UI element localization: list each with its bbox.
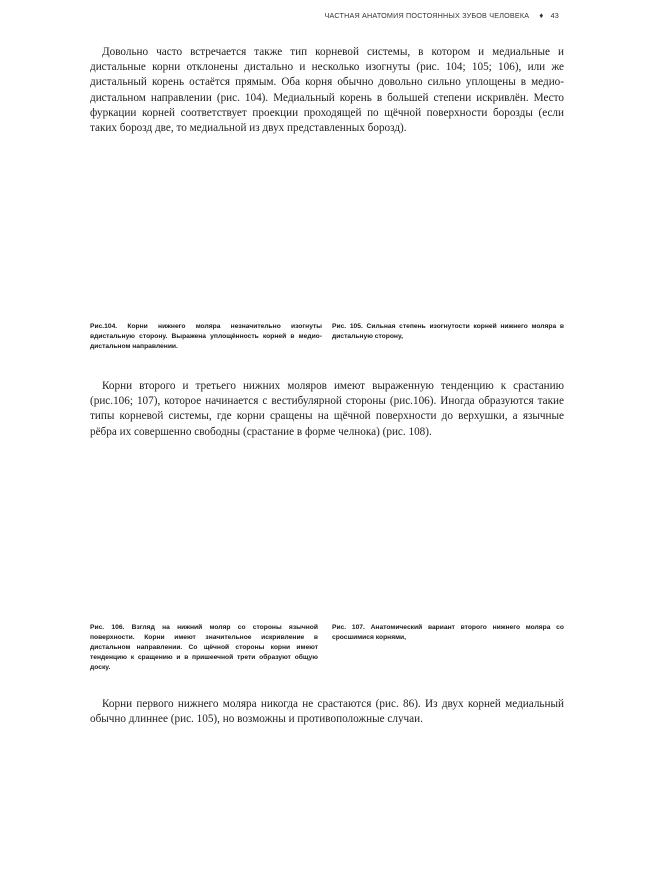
- figure-area-104-105: [90, 150, 564, 318]
- body-paragraph-3: Корни первого нижнего моляра никогда не срастаются (рис. 86). Из двух корней медиальный обычно длиннее (рис. 105), но возможны и противоположные случаи.: [90, 698, 564, 726]
- caption-figure-105: Рис. 105. Сильная степень изогнутости корней нижнего моляра в дистальную сторону,: [332, 323, 564, 340]
- header-separator: ♦: [539, 11, 544, 20]
- body-paragraph-2: Корни второго и третьего нижних моляров имеют выраженную тенденцию к срастанию (рис.106; 107), которое начинается с вестибулярной стороны (рис.106). Иногда образуются такие типы корневой системы, где корни сращены на щёчной поверхности до верхушки, а язычные рёбра их совершенно свободны (срастание в форме челнока) (рис. 108).: [90, 380, 564, 438]
- caption-figure-107: Рис. 107. Анатомический вариант второго нижнего моляра со сросшимися корнями,: [332, 624, 564, 641]
- running-title: ЧАСТНАЯ АНАТОМИЯ ПОСТОЯННЫХ ЗУБОВ ЧЕЛОВЕКА: [324, 11, 530, 20]
- caption-figure-106: Рис. 106. Взгляд на нижний моляр со стороны язычной поверхности. Корни имеют значительное искривление в дистальном направлении. Со щёчной стороны корни имеют тенденцию к сращению и в пришеечной трети образуют общую доску.: [90, 624, 318, 671]
- running-header: [325, 11, 560, 20]
- body-paragraph-1: Довольно часто встречается также тип корневой системы, в котором и медиальные и дистальные корни отклонены дистально и несколько изогнуты (рис. 104; 105; 106), или же дистальный корень остаётся прямым. Оба корня обычно довольно сильно уплощены в медио-дистальном направлении (рис. 104). Медиальный корень в большей степени искривлён. Место фуркации корней соответствует проекции проходящей по щёчной поверхности борозды (если таких борозд две, то медиальной из двух представленных борозд).: [90, 46, 564, 135]
- page-number: 43: [550, 11, 559, 20]
- caption-figure-104: Рис.104. Корни нижнего моляра незначительно изогнуты вдистальную сторону. Выражена уплощённость корней в медио-дистальном направлении.: [90, 323, 322, 350]
- figure-area-106-107: [90, 448, 564, 620]
